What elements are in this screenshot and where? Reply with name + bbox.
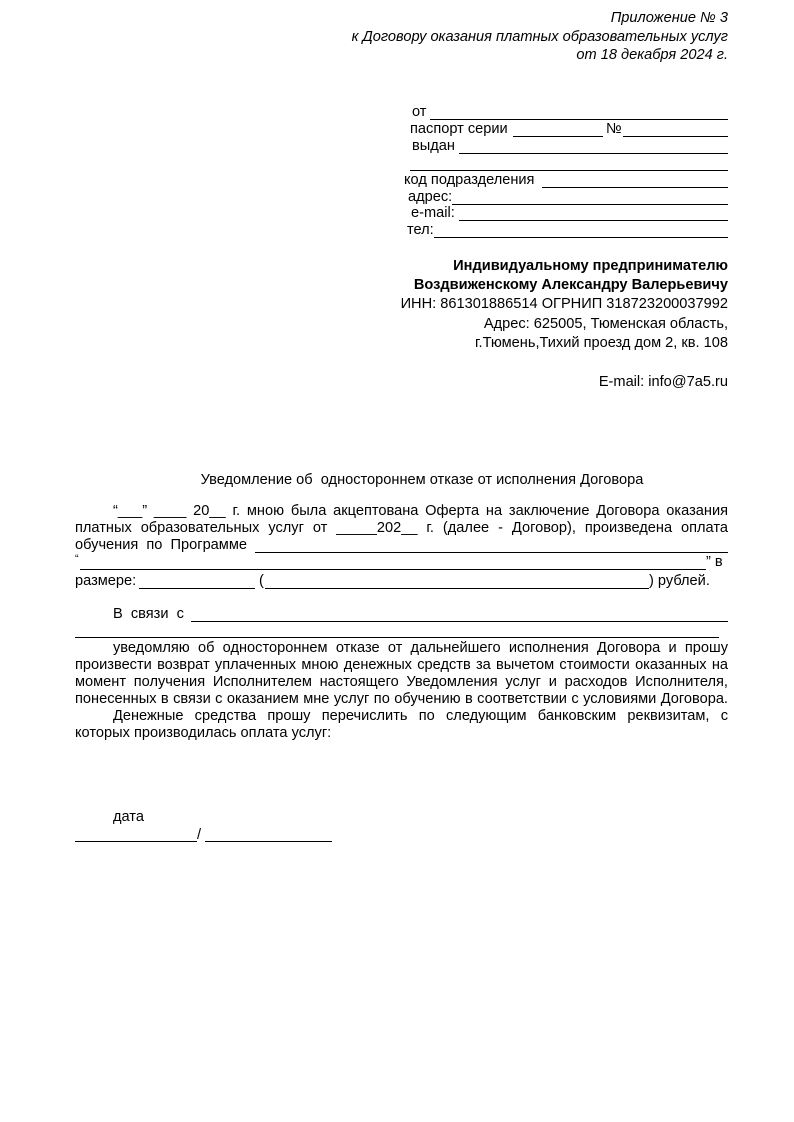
reason-field-continued[interactable]	[75, 637, 719, 638]
recipient-email: E-mail: info@7a5.ru	[598, 374, 728, 390]
signature-name-field[interactable]	[205, 841, 332, 842]
amount-paren-open: (	[259, 573, 264, 589]
program-label: обучения по Программе	[75, 537, 247, 553]
amount-label: размере:	[75, 573, 137, 589]
issued-by-field-continued[interactable]	[410, 170, 728, 171]
contract-date: от 18 декабря 2024 г.	[576, 47, 728, 63]
email-label: e-mail:	[411, 205, 455, 221]
paragraph-1-line-1: “___” ____ 20__ г. мною была акцептована Оферта на заключение Договора оказания	[113, 503, 728, 519]
recipient-name: Воздвиженскому Александру Валерьевичу	[413, 277, 728, 293]
amount-in-words-field[interactable]	[265, 588, 649, 589]
paragraph-2-line-4: понесенных в связи с оказанием мне услуг по обучению в соответствии с условиями Договора.	[75, 691, 728, 707]
passport-number-label: №	[606, 121, 622, 137]
signature-field[interactable]	[75, 841, 197, 842]
phone-label: тел:	[407, 222, 434, 238]
paragraph-3-line-1: Денежные средства прошу перечислить по следующим банковским реквизитам, с	[113, 708, 728, 724]
recipient-title: Индивидуальному предпринимателю	[453, 258, 728, 274]
signature-separator: /	[197, 827, 202, 843]
reason-field[interactable]	[191, 621, 728, 622]
address-label: адрес:	[408, 189, 453, 205]
issued-by-label: выдан	[412, 138, 455, 154]
appendix-number: Приложение № 3	[610, 10, 728, 26]
amount-field[interactable]	[139, 588, 255, 589]
paragraph-1-line-2: платных образовательных услуг от _____202__ г. (далее - Договор), произведена оплата	[75, 520, 728, 536]
phone-field[interactable]	[434, 237, 728, 238]
reason-label: В связи с	[113, 606, 184, 622]
amount-suffix: ) рублей.	[649, 573, 710, 589]
recipient-inn-ogrnip: ИНН: 861301886514 ОГРНИП 318723200037992	[400, 296, 728, 312]
quote-open: “	[75, 553, 79, 565]
date-label: дата	[113, 809, 144, 825]
paragraph-3-line-2: которых производилась оплата услуг:	[75, 725, 332, 741]
paragraph-2-line-2: произвести возврат уплаченных мною денежных средств за вычетом стоимости оказанных на	[75, 657, 728, 673]
paragraph-2-line-1: уведомляю об одностороннем отказе от дальнейшего исполнения Договора и прошу	[113, 640, 728, 656]
passport-series-label: паспорт серии	[410, 121, 508, 137]
from-field[interactable]	[430, 119, 728, 120]
from-label: от	[412, 104, 427, 120]
division-code-field[interactable]	[542, 187, 728, 188]
recipient-address-line1: Адрес: 625005, Тюменская область,	[483, 316, 728, 332]
issued-by-field[interactable]	[459, 153, 728, 154]
address-field[interactable]	[452, 204, 728, 205]
quote-close-in: ” в	[706, 554, 723, 570]
email-field[interactable]	[459, 220, 728, 221]
contract-reference: к Договору оказания платных образовательных услуг	[351, 29, 728, 45]
program-field-continued[interactable]	[80, 569, 706, 570]
document-title: Уведомление об одностороннем отказе от исполнения Договора	[200, 472, 644, 488]
division-code-label: код подразделения	[404, 172, 535, 188]
passport-series-field[interactable]	[513, 136, 603, 137]
passport-number-field[interactable]	[623, 136, 728, 137]
recipient-address-line2: г.Тюмень,Тихий проезд дом 2, кв. 108	[474, 335, 728, 351]
paragraph-2-line-3: момент получения Исполнителем настоящего Уведомления услуг и расходов Исполнителя,	[75, 674, 728, 690]
program-field[interactable]	[255, 552, 728, 553]
